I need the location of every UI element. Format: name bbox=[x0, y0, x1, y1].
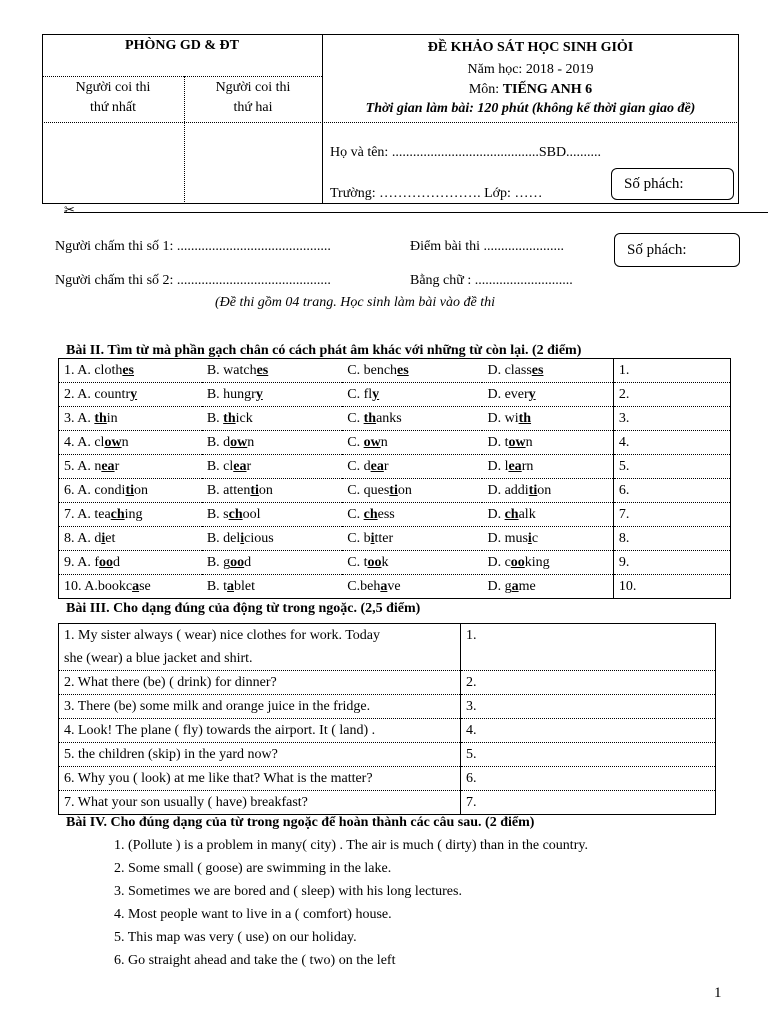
word-part: B. del bbox=[206, 530, 241, 546]
underlined-part: oo bbox=[99, 554, 113, 570]
option-b bbox=[202, 527, 342, 551]
table-row bbox=[59, 767, 716, 791]
underlined-part: ow bbox=[363, 434, 381, 450]
option-a bbox=[59, 527, 202, 551]
option-a bbox=[59, 407, 202, 431]
word-part: D. addi bbox=[487, 482, 529, 498]
option-b bbox=[202, 455, 342, 479]
answer-cell[interactable]: 5. bbox=[613, 455, 730, 479]
header-rule bbox=[42, 122, 739, 123]
list-item: 3. Sometimes we are bored and ( sleep) with his long lectures. bbox=[114, 884, 462, 899]
word-part: k bbox=[381, 554, 389, 570]
word-part: C. bbox=[347, 506, 364, 522]
question-text: 4. Look! The plane ( fly) towards the airport. It ( land) . bbox=[64, 723, 376, 738]
section-2-table bbox=[58, 358, 731, 599]
underlined-part: es bbox=[256, 362, 269, 378]
question-cell bbox=[59, 671, 461, 695]
question-text: 3. There (be) some milk and orange juice in the fridge. bbox=[64, 699, 371, 714]
option-d bbox=[482, 551, 613, 575]
word-part: anks bbox=[376, 410, 402, 426]
school-field[interactable]: Trường: …………………. Lớp: …… bbox=[330, 186, 543, 201]
option-d bbox=[482, 383, 613, 407]
word-part: C. bench bbox=[347, 362, 398, 378]
option-a bbox=[59, 575, 202, 599]
word-part: D. g bbox=[487, 578, 512, 594]
word-part: B. hungr bbox=[206, 386, 256, 402]
answer-cell[interactable]: 8. bbox=[613, 527, 730, 551]
answer-cell[interactable]: 5. bbox=[461, 743, 716, 767]
word-part: D. c bbox=[487, 554, 511, 570]
header-divider bbox=[322, 34, 323, 204]
list-item: 2. Some small ( goose) are swimming in the lake. bbox=[114, 861, 392, 876]
option-c bbox=[342, 455, 482, 479]
underlined-part: a bbox=[511, 578, 519, 594]
word-part: d bbox=[244, 554, 252, 570]
word-part: n bbox=[380, 434, 388, 450]
underlined-part: a bbox=[380, 578, 388, 594]
word-part: 3. A. bbox=[64, 410, 95, 426]
page-number: 1 bbox=[714, 985, 722, 1001]
option-b bbox=[202, 359, 342, 383]
marker-1-field[interactable]: Người chấm thi số 1: ............................................ bbox=[55, 239, 331, 254]
scissors-icon: ✂ bbox=[64, 203, 75, 218]
table-row bbox=[59, 719, 716, 743]
exam-note: (Đề thi gồm 04 trang. Học sinh làm bài vào đề thi bbox=[215, 295, 495, 310]
examiner-1 bbox=[42, 78, 184, 118]
cut-line bbox=[64, 212, 768, 213]
option-d bbox=[482, 479, 613, 503]
subject-name: TIẾNG ANH 6 bbox=[502, 82, 593, 97]
underlined-part: oo bbox=[230, 554, 245, 570]
word-part: B. s bbox=[206, 506, 229, 522]
word-part: se bbox=[139, 578, 151, 594]
list-item: 5. This map was very ( use) on our holiday. bbox=[114, 930, 357, 945]
word-part: r bbox=[114, 458, 120, 474]
list-item: 4. Most people want to live in a ( comfort) house. bbox=[114, 907, 392, 922]
word-part: cious bbox=[244, 530, 274, 546]
question-text: 7. What your son usually ( have) breakfast? bbox=[64, 795, 308, 810]
option-c bbox=[342, 383, 482, 407]
word-part: D. mus bbox=[487, 530, 528, 546]
word-part: king bbox=[524, 554, 550, 570]
underlined-part: ti bbox=[389, 482, 398, 498]
question-text: 1. My sister always ( wear) nice clothes for work. Today bbox=[64, 628, 381, 643]
option-a bbox=[59, 383, 202, 407]
examiner-2-line: Người coi thi bbox=[215, 80, 291, 95]
underlined-part: ch bbox=[228, 506, 243, 522]
underlined-part: oo bbox=[510, 554, 525, 570]
answer-cell[interactable]: 9. bbox=[613, 551, 730, 575]
underlined-part: es bbox=[531, 362, 544, 378]
option-d bbox=[482, 455, 613, 479]
word-part: 7. A. tea bbox=[64, 506, 111, 522]
word-part: B. cl bbox=[206, 458, 234, 474]
so-phach-label: Số phách: bbox=[627, 241, 687, 258]
underlined-part: ch bbox=[110, 506, 125, 522]
table-row bbox=[59, 407, 731, 431]
word-part: blet bbox=[234, 578, 256, 594]
word-part: B. d bbox=[206, 434, 231, 450]
option-a bbox=[59, 479, 202, 503]
underlined-part: i bbox=[527, 530, 532, 546]
word-part: C.beh bbox=[347, 578, 381, 594]
word-part: d bbox=[113, 554, 120, 570]
school-year: Năm học: 2018 - 2019 bbox=[467, 62, 594, 77]
table-row bbox=[59, 503, 731, 527]
word-part: 2. A. countr bbox=[64, 386, 131, 402]
option-d bbox=[482, 431, 613, 455]
underlined-part: ea bbox=[233, 458, 247, 474]
word-part: B. bbox=[206, 410, 224, 426]
word-part: tter bbox=[374, 530, 394, 546]
underlined-part: a bbox=[132, 578, 140, 594]
so-phach-box bbox=[611, 168, 734, 200]
question-cell bbox=[59, 719, 461, 743]
option-a bbox=[59, 551, 202, 575]
word-part: ve bbox=[387, 578, 401, 594]
word-part: 4. A. cl bbox=[64, 434, 105, 450]
word-part: D. class bbox=[487, 362, 532, 378]
option-d bbox=[482, 407, 613, 431]
word-part: on bbox=[134, 482, 149, 498]
word-part: D. ever bbox=[487, 386, 529, 402]
underlined-part: ti bbox=[125, 482, 135, 498]
word-part: r bbox=[383, 458, 389, 474]
word-part: 8. A. d bbox=[64, 530, 102, 546]
word-part: 9. A. f bbox=[64, 554, 99, 570]
answer-cell[interactable]: 2. bbox=[613, 383, 730, 407]
examiner-1-line: Người coi thi bbox=[75, 80, 151, 95]
option-b bbox=[202, 431, 342, 455]
answer-cell[interactable]: 2. bbox=[461, 671, 716, 695]
word-part: C. ques bbox=[347, 482, 390, 498]
option-c bbox=[342, 479, 482, 503]
underlined-part: es bbox=[122, 362, 135, 378]
table-row bbox=[59, 695, 716, 719]
word-part: n bbox=[247, 434, 255, 450]
underlined-part: i bbox=[240, 530, 245, 546]
answer-cell[interactable]: 10. bbox=[613, 575, 730, 599]
table-row bbox=[59, 383, 731, 407]
question-text: she (wear) a blue jacket and shirt. bbox=[64, 651, 253, 666]
table-row bbox=[59, 624, 716, 671]
table-row bbox=[59, 431, 731, 455]
word-part: me bbox=[518, 578, 536, 594]
word-part: C. bbox=[347, 434, 364, 450]
question-text: 6. Why you ( look) at me like that? What is the matter? bbox=[64, 771, 373, 786]
word-part: D. t bbox=[487, 434, 509, 450]
question-cell bbox=[59, 791, 461, 815]
word-part: C. t bbox=[347, 554, 368, 570]
option-a bbox=[59, 503, 202, 527]
word-part: B. atten bbox=[206, 482, 251, 498]
word-part: C. b bbox=[347, 530, 371, 546]
word-part: on bbox=[537, 482, 552, 498]
word-part: r bbox=[246, 458, 252, 474]
section-4-title: Bài IV. Cho đúng dạng của từ trong ngoặc để hoàn thành các câu sau. (2 điểm) bbox=[66, 815, 535, 830]
underlined-part: th bbox=[223, 410, 236, 426]
word-part: 6. A. condi bbox=[64, 482, 126, 498]
option-c bbox=[342, 503, 482, 527]
header-rule bbox=[42, 76, 322, 77]
option-b bbox=[202, 575, 342, 599]
word-part: on bbox=[397, 482, 412, 498]
list-item: 6. Go straight ahead and take the ( two) on the left bbox=[114, 953, 396, 968]
word-part: C. d bbox=[347, 458, 371, 474]
department: PHÒNG GD & ĐT bbox=[125, 38, 239, 53]
option-c bbox=[342, 431, 482, 455]
word-part: rn bbox=[521, 458, 534, 474]
answer-cell[interactable]: 1. bbox=[461, 624, 716, 671]
underlined-part: a bbox=[227, 578, 235, 594]
answer-cell[interactable]: 4. bbox=[613, 431, 730, 455]
score-field[interactable]: Điểm bài thi ....................... bbox=[410, 239, 564, 254]
underlined-part: y bbox=[255, 386, 263, 402]
table-row bbox=[59, 359, 731, 383]
question-cell bbox=[59, 743, 461, 767]
word-part: n bbox=[525, 434, 533, 450]
exam-title: ĐỀ KHẢO SÁT HỌC SINH GIỎI bbox=[427, 40, 634, 55]
underlined-part: y bbox=[372, 386, 380, 402]
list-item: 1. (Pollute ) is a problem in many( city) . The air is much ( dirty) than in the country. bbox=[114, 838, 588, 853]
word-part: c bbox=[531, 530, 539, 546]
underlined-part: y bbox=[528, 386, 536, 402]
option-c bbox=[342, 407, 482, 431]
so-phach-box-2 bbox=[614, 233, 740, 267]
option-d bbox=[482, 527, 613, 551]
exam-time: Thời gian làm bài: 120 phút (không kể thời gian giao đề) bbox=[365, 101, 696, 116]
underlined-part: oo bbox=[367, 554, 382, 570]
table-row bbox=[59, 575, 731, 599]
table-row bbox=[59, 551, 731, 575]
answer-cell[interactable]: 4. bbox=[461, 719, 716, 743]
name-field[interactable]: Họ và tên: ..........................................SBD.......... bbox=[330, 145, 602, 160]
section-3-title: Bài III. Cho dạng đúng của động từ trong ngoặc. (2,5 điểm) bbox=[66, 601, 421, 616]
option-b bbox=[202, 407, 342, 431]
underlined-part: ea bbox=[370, 458, 384, 474]
option-b bbox=[202, 383, 342, 407]
word-part: B. watch bbox=[206, 362, 257, 378]
underlined-part: ch bbox=[363, 506, 378, 522]
table-row bbox=[59, 791, 716, 815]
underlined-part: th bbox=[94, 410, 107, 426]
so-phach-label: Số phách: bbox=[624, 175, 684, 192]
marker-2-field[interactable]: Người chấm thi số 2: ............................................ bbox=[55, 273, 331, 288]
table-row bbox=[59, 479, 731, 503]
option-a bbox=[59, 455, 202, 479]
word-part: D. wi bbox=[487, 410, 519, 426]
examiner-2-line: thứ hai bbox=[233, 100, 273, 115]
word-part: in bbox=[106, 410, 118, 426]
option-c bbox=[342, 359, 482, 383]
option-d bbox=[482, 503, 613, 527]
underlined-part: y bbox=[130, 386, 138, 402]
underlined-part: ch bbox=[504, 506, 519, 522]
underlined-part: ti bbox=[528, 482, 538, 498]
underlined-part: th bbox=[363, 410, 377, 426]
answer-cell[interactable]: 6. bbox=[461, 767, 716, 791]
option-c bbox=[342, 551, 482, 575]
option-a bbox=[59, 359, 202, 383]
question-cell bbox=[59, 624, 461, 671]
option-b bbox=[202, 479, 342, 503]
answer-cell[interactable]: 7. bbox=[461, 791, 716, 815]
word-part: D. bbox=[487, 506, 505, 522]
word-part: 1. A. cloth bbox=[64, 362, 123, 378]
underlined-part: th bbox=[518, 410, 532, 426]
question-text: 2. What there (be) ( drink) for dinner? bbox=[64, 675, 277, 690]
word-part: D. l bbox=[487, 458, 509, 474]
option-b bbox=[202, 551, 342, 575]
score-words-field[interactable]: Bằng chữ : ............................ bbox=[410, 273, 573, 288]
underlined-part: ow bbox=[230, 434, 248, 450]
word-part: et bbox=[105, 530, 116, 546]
section-3-table bbox=[58, 623, 716, 815]
answer-cell[interactable]: 7. bbox=[613, 503, 730, 527]
underlined-part: ti bbox=[250, 482, 259, 498]
option-d bbox=[482, 575, 613, 599]
underlined-part: ea bbox=[101, 458, 115, 474]
question-cell bbox=[59, 767, 461, 791]
option-c bbox=[342, 527, 482, 551]
question-text: 5. the children (skip) in the yard now? bbox=[64, 747, 278, 762]
subject-prefix: Môn: bbox=[468, 82, 503, 97]
word-part: C. fl bbox=[347, 386, 373, 402]
answer-cell[interactable]: 3. bbox=[461, 695, 716, 719]
answer-cell[interactable]: 1. bbox=[613, 359, 730, 383]
option-d bbox=[482, 359, 613, 383]
table-row bbox=[59, 455, 731, 479]
subject bbox=[322, 82, 739, 98]
underlined-part: es bbox=[397, 362, 409, 378]
word-part: ess bbox=[377, 506, 395, 522]
word-part: 10. A.bookc bbox=[64, 578, 133, 594]
word-part: ick bbox=[235, 410, 253, 426]
examiner-2 bbox=[184, 78, 322, 118]
word-part: alk bbox=[518, 506, 536, 522]
word-part: B. g bbox=[206, 554, 231, 570]
examiner-1-line: thứ nhất bbox=[89, 100, 137, 115]
table-row bbox=[59, 671, 716, 695]
word-part: B. t bbox=[206, 578, 228, 594]
underlined-part: i bbox=[101, 530, 106, 546]
word-part: 5. A. n bbox=[64, 458, 102, 474]
table-row bbox=[59, 743, 716, 767]
underlined-part: ow bbox=[104, 434, 122, 450]
underlined-part: i bbox=[370, 530, 375, 546]
word-part: C. bbox=[347, 410, 364, 426]
underlined-part: ea bbox=[508, 458, 522, 474]
answer-cell[interactable]: 3. bbox=[613, 407, 730, 431]
answer-cell[interactable]: 6. bbox=[613, 479, 730, 503]
word-part: on bbox=[258, 482, 273, 498]
word-part: ing bbox=[124, 506, 143, 522]
underlined-part: ow bbox=[508, 434, 526, 450]
table-row bbox=[59, 527, 731, 551]
word-part: n bbox=[121, 434, 129, 450]
option-b bbox=[202, 503, 342, 527]
section-2-title: Bài II. Tìm từ mà phần gạch chân có cách phát âm khác với những từ còn lại. (2 điểm) bbox=[66, 343, 582, 358]
question-cell bbox=[59, 695, 461, 719]
option-c bbox=[342, 575, 482, 599]
word-part: ool bbox=[242, 506, 261, 522]
option-a bbox=[59, 431, 202, 455]
